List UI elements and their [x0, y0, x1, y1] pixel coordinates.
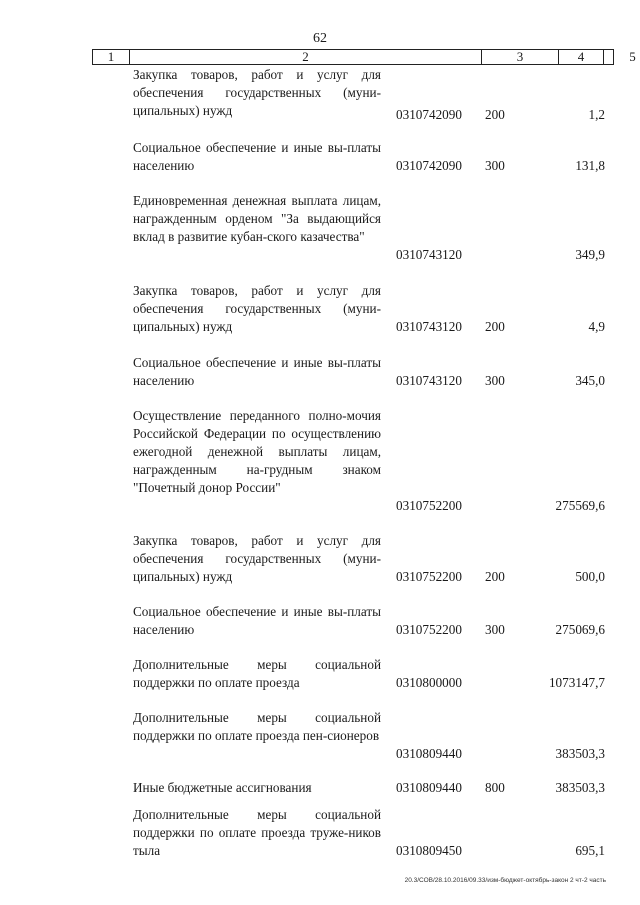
row-code: 0310800000 [396, 675, 462, 690]
row-code: 0310742090 [396, 158, 462, 173]
header-col-1: 1 [93, 50, 130, 64]
row-expense-type: 200 [485, 107, 505, 122]
row-code: 0310809440 [396, 746, 462, 761]
table-row [0, 779, 640, 797]
page-number: 62 [313, 31, 327, 46]
row-description: Закупка товаров, работ и услуг для обеспечения государственных (муни-ципальных) нужд [133, 533, 381, 584]
row-amount: 349,9 [575, 247, 605, 262]
table-row [0, 532, 640, 586]
row-amount: 275069,6 [555, 622, 605, 637]
header-col-3: 3 [482, 50, 559, 64]
row-description: Дополнительные меры социальной поддержки по оплате проезда труже-ников тыла [133, 807, 381, 858]
row-expense-type: 200 [485, 569, 505, 584]
row-description: Социальное обеспечение и иные вы-платы населению [133, 604, 381, 637]
row-amount: 275569,6 [555, 498, 605, 513]
row-code: 0310809450 [396, 843, 462, 858]
row-expense-type: 300 [485, 373, 505, 388]
table-row [0, 354, 640, 390]
row-description: Единовременная денежная выплата лицам, награжденным орденом "За выдающийся вклад в развитие кубан-ского казачества" [133, 193, 381, 244]
row-amount: 383503,3 [555, 780, 605, 795]
row-description: Дополнительные меры социальной поддержки по оплате проезда пен-сионеров [133, 710, 381, 743]
row-description: Закупка товаров, работ и услуг для обеспечения государственных (муни-ципальных) нужд [133, 283, 381, 334]
table-row [0, 407, 640, 515]
header-col-2: 2 [130, 50, 482, 64]
row-expense-type: 300 [485, 622, 505, 637]
table-row [0, 139, 640, 175]
table-row [0, 603, 640, 639]
row-amount: 383503,3 [555, 746, 605, 761]
table-row [0, 709, 640, 763]
row-amount: 345,0 [575, 373, 605, 388]
table-row [0, 282, 640, 336]
row-code: 0310742090 [396, 107, 462, 122]
row-description: Закупка товаров, работ и услуг для обеспечения государственных (муни-ципальных) нужд [133, 67, 381, 118]
row-code: 0310809440 [396, 780, 462, 795]
row-expense-type: 300 [485, 158, 505, 173]
row-description: Социальное обеспечение и иные вы-платы населению [133, 355, 381, 388]
row-amount: 131,8 [575, 158, 605, 173]
table-row [0, 192, 640, 264]
row-description: Социальное обеспечение и иные вы-платы населению [133, 140, 381, 173]
row-code: 0310752200 [396, 622, 462, 637]
row-amount: 1073147,7 [548, 675, 605, 690]
row-code: 0310743120 [396, 373, 462, 388]
table-row [0, 806, 640, 860]
row-amount: 500,0 [575, 569, 605, 584]
row-code: 0310743120 [396, 319, 462, 334]
row-amount: 1,2 [588, 107, 605, 122]
row-amount: 695,1 [575, 843, 605, 858]
footer-file-path: 20.3/СОВ/28.10.2016/09.33/изм-бюджет-октябрь-закон 2 чт-2 часть [404, 877, 606, 884]
row-amount: 4,9 [588, 319, 605, 334]
table-row [0, 66, 640, 120]
row-code: 0310752200 [396, 498, 462, 513]
row-code: 0310752200 [396, 569, 462, 584]
row-description: Иные бюджетные ассигнования [133, 780, 312, 795]
row-expense-type: 200 [485, 319, 505, 334]
header-col-5: 5 [629, 49, 636, 64]
row-code: 0310743120 [396, 247, 462, 262]
header-col-4: 4 [559, 50, 604, 64]
row-description: Дополнительные меры социальной поддержки по оплате проезда [133, 657, 381, 690]
row-description: Осуществление переданного полно-мочия Российской Федерации по осуществлению ежегодной денежной выплаты лицам, награжденным на-грудным знаком "Почетный донор России" [133, 408, 381, 495]
row-expense-type: 800 [485, 780, 505, 795]
table-row [0, 656, 640, 692]
table-header [92, 49, 636, 65]
